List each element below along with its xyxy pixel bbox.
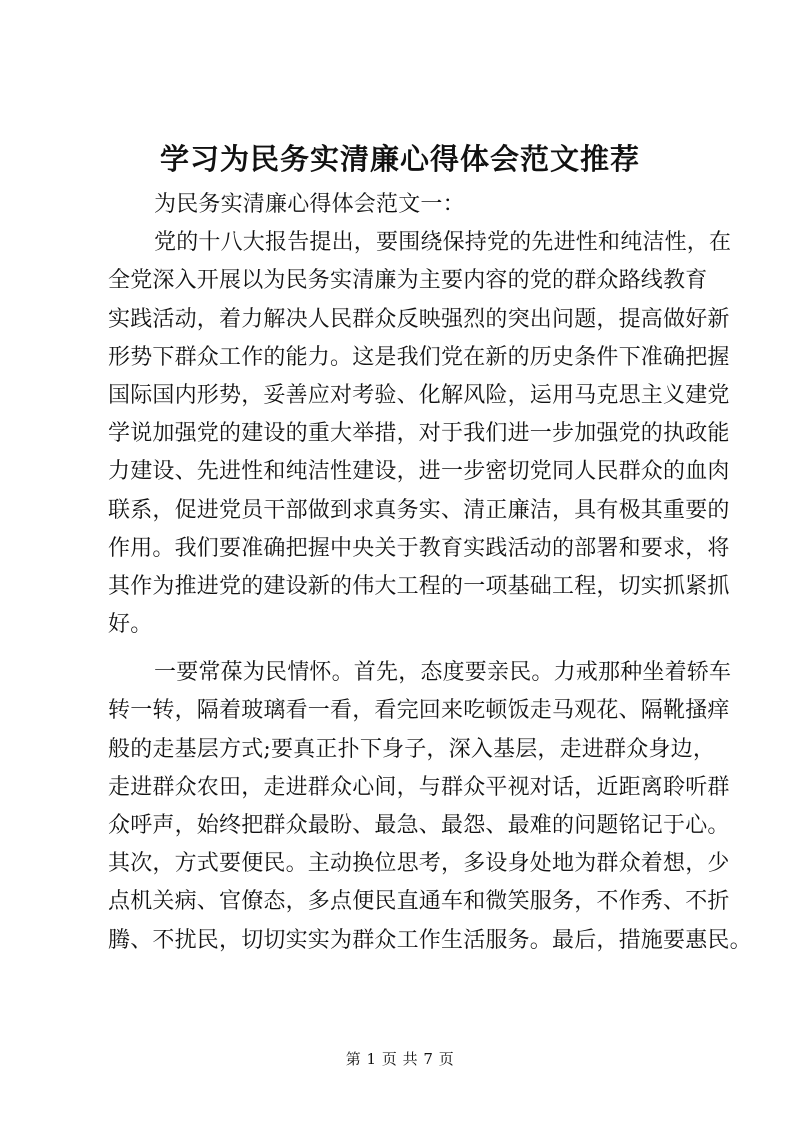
paragraph-line: 好。	[108, 612, 153, 638]
paragraph-line: 走进群众农田，走进群众心间，与群众平视对话，近距离聆听群	[108, 774, 730, 800]
paragraph-line: 一要常葆为民情怀。首先，态度要亲民。力戒那种坐着轿车	[154, 660, 732, 686]
paragraph-line: 转一转，隔着玻璃看一看，看完回来吃顿饭走马观花、隔靴搔痒	[108, 698, 730, 724]
paragraph-line: 党的十八大报告提出，要围绕保持党的先进性和纯洁性，在	[154, 230, 732, 256]
paragraph-line: 众呼声，始终把群众最盼、最急、最怨、最难的问题铭记于心。	[108, 813, 730, 838]
paragraph-line: 作用。我们要准确把握中央关于教育实践活动的部署和要求，将	[108, 535, 730, 561]
paragraph-line: 全党深入开展以为民务实清廉为主要内容的党的群众路线教育	[108, 268, 708, 294]
paragraph-line: 学说加强党的建设的重大举措，对于我们进一步加强党的执政能	[108, 421, 730, 447]
paragraph-line: 般的走基层方式;要真正扑下身子，深入基层，走进群众身边，	[108, 736, 716, 762]
paragraph-line: 腾、不扰民，切切实实为群众工作生活服务。最后，措施要惠民。	[108, 927, 752, 953]
paragraph-line: 联系，促进党员干部做到求真务实、清正廉洁，具有极其重要的	[108, 497, 730, 523]
paragraph-line: 力建设、先进性和纯洁性建设，进一步密切党同人民群众的血肉	[108, 459, 730, 485]
page-number: 第 1 页 共 7 页	[345, 1050, 455, 1068]
paragraph-spacer	[108, 644, 704, 654]
paragraph-line: 实践活动，着力解决人民群众反映强烈的突出问题，提高做好新	[108, 306, 730, 332]
paragraph-line: 其作为推进党的建设新的伟大工程的一项基础工程，切实抓紧抓	[108, 573, 730, 599]
section-heading: 为民务实清廉心得体会范文一：	[154, 192, 465, 217]
paragraph-line: 形势下群众工作的能力。这是我们党在新的历史条件下准确把握	[108, 344, 730, 370]
paragraph-line: 国际国内形势，妥善应对考验、化解风险，运用马克思主义建党	[108, 382, 730, 408]
document-body	[108, 186, 752, 960]
paragraph-line: 其次，方式要便民。主动换位思考，多设身处地为群众着想，少	[108, 851, 730, 877]
paragraph-1	[108, 224, 732, 644]
paragraph-2	[108, 654, 752, 960]
paragraph-line: 点机关病、官僚态，多点便民直通车和微笑服务，不作秀、不折	[108, 889, 730, 915]
document-title: 学习为民务实清廉心得体会范文推荐	[159, 142, 640, 176]
